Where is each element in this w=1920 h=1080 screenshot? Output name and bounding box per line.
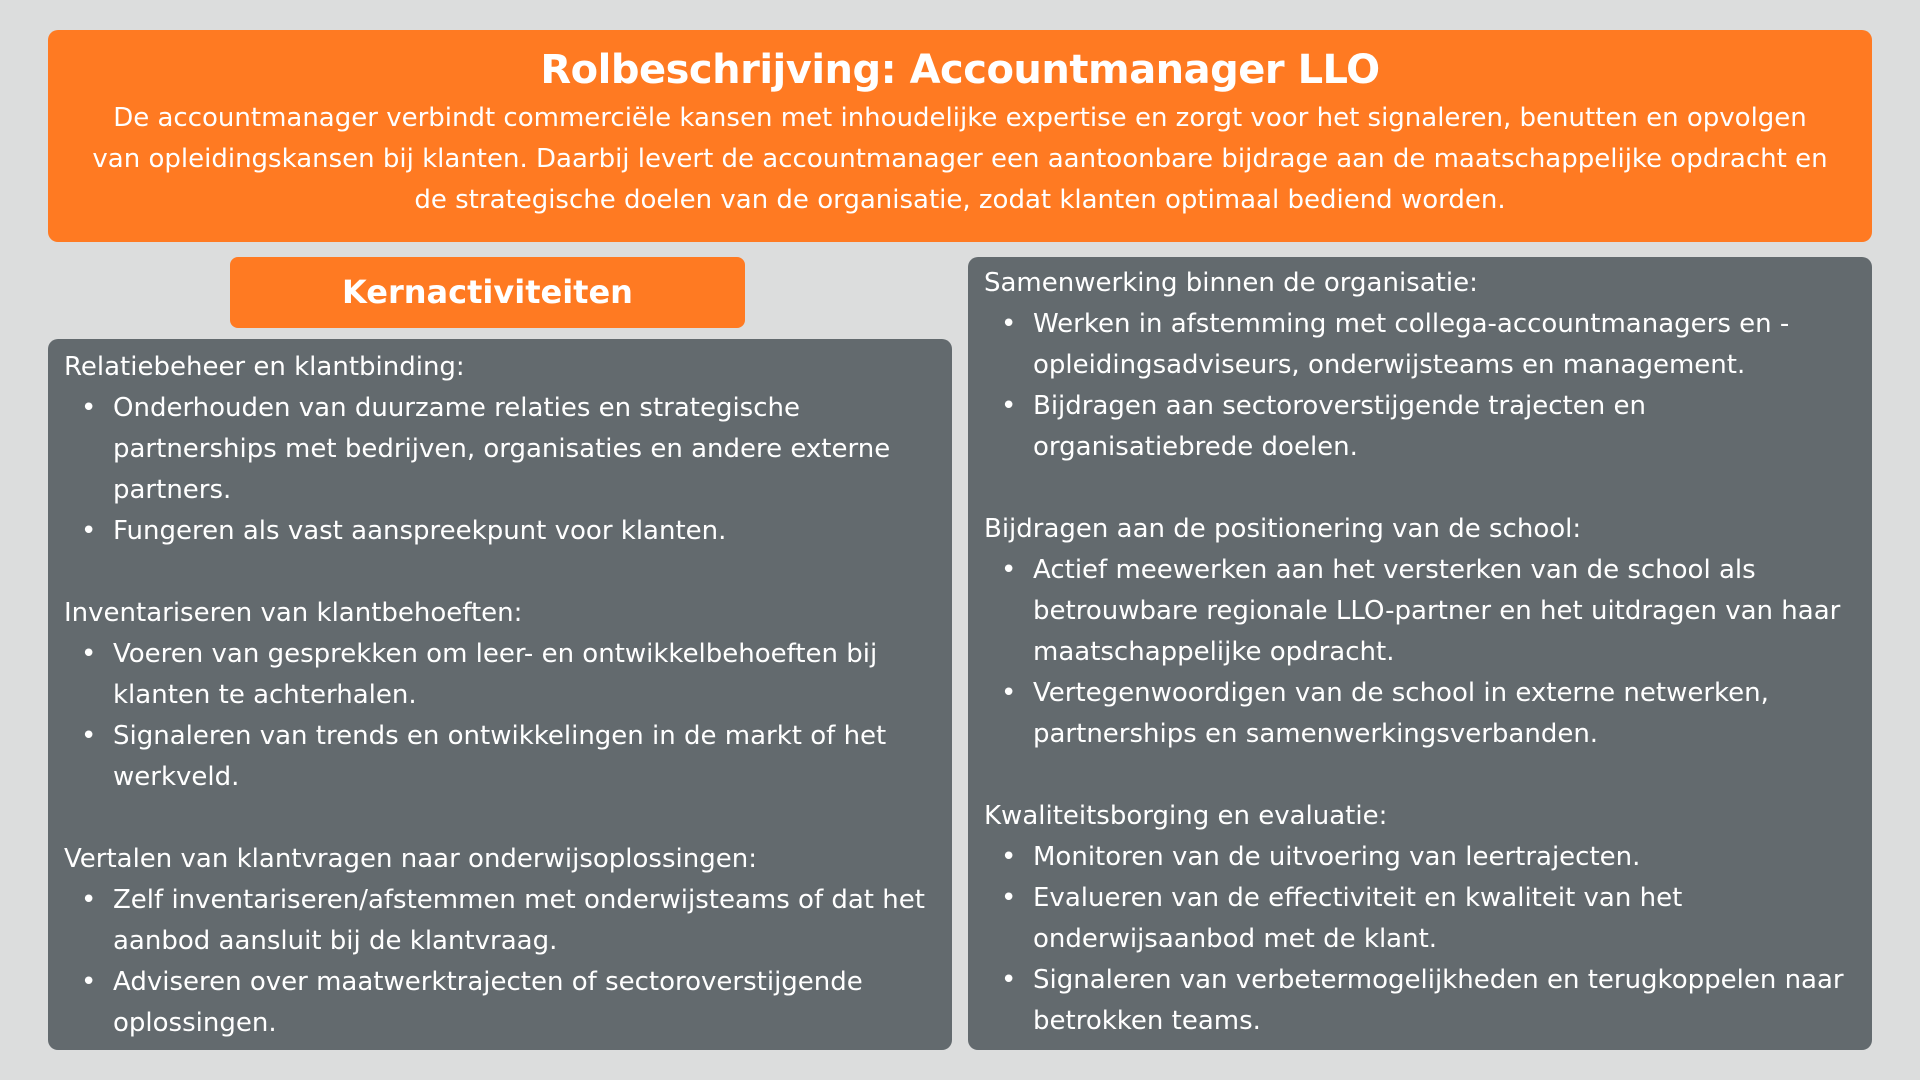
section-samenwerking [984,263,1858,468]
bullet-list [64,388,938,552]
left-activities-panel [48,339,952,1050]
section-positionering [984,509,1858,755]
section-onderwijsoplossingen [64,839,938,1044]
list-item: • Zelf inventariseren/afstemmen met onderwijsteams of dat het aanbod aansluit bij de klantvraag. [97,880,938,962]
bullet-list [984,837,1858,1042]
section-title: Samenwerking binnen de organisatie: [984,268,1478,298]
page-title: Rolbeschrijving: Accountmanager LLO [540,47,1380,93]
section-title: Vertalen van klantvragen naar onderwijsoplossingen: [64,844,757,874]
bullet-list [984,304,1858,468]
list-item: • Adviseren over maatwerktrajecten of sectoroverstijgende oplossingen. [97,962,938,1044]
section-klantbehoeften [64,593,938,798]
list-item: • Vertegenwoordigen van de school in externe netwerken, partnerships en samenwerkingsverbanden. [1017,673,1858,755]
right-activities-panel [968,257,1872,1050]
section-kwaliteitsborging [984,796,1858,1042]
list-item: • Onderhouden van duurzame relaties en strategische partnerships met bedrijven, organisaties en andere externe partners. [97,388,938,511]
bullet-list [984,550,1858,755]
list-item: • Voeren van gesprekken om leer- en ontwikkelbehoeften bij klanten te achterhalen. [97,634,938,716]
bullet-list [64,634,938,798]
section-title: Bijdragen aan de positionering van de school: [984,514,1582,544]
list-item: • Signaleren van verbetermogelijkheden en terugkoppelen naar betrokken teams. [1017,960,1858,1042]
list-item: • Werken in afstemming met collega-accountmanagers en -opleidingsadviseurs, onderwijsteams en management. [1017,304,1858,386]
list-item: • Signaleren van trends en ontwikkelingen in de markt of het werkveld. [97,716,938,798]
section-title: Kwaliteitsborging en evaluatie: [984,801,1388,831]
core-activities-heading: Kernactiviteiten [230,257,745,328]
list-item: • Evalueren van de effectiviteit en kwaliteit van het onderwijsaanbod met de klant. [1017,878,1858,960]
section-title: Inventariseren van klantbehoeften: [64,598,523,628]
header-banner [48,30,1872,242]
list-item: • Bijdragen aan sectoroverstijgende trajecten en organisatiebrede doelen. [1017,386,1858,468]
section-title: Relatiebeheer en klantbinding: [64,352,465,382]
bullet-list [64,880,938,1044]
list-item: • Actief meewerken aan het versterken van de school als betrouwbare regionale LLO-partner en het uitdragen van haar maatschappelijke opdracht. [1017,550,1858,673]
section-relatiebeheer [64,347,938,552]
list-item: • Monitoren van de uitvoering van leertrajecten. [1017,837,1858,878]
list-item: • Fungeren als vast aanspreekpunt voor klanten. [97,511,938,552]
role-description: De accountmanager verbindt commerciële kansen met inhoudelijke expertise en zorgt voor het signaleren, benutten en opvolgen van opleidingskansen bij klanten. Daarbij levert de accountmanager een aantoonbare bijdrage aan de maatschappelijke opdracht en de strategische doelen van de organisatie, zodat klanten optimaal bediend worden. [92,103,1828,215]
